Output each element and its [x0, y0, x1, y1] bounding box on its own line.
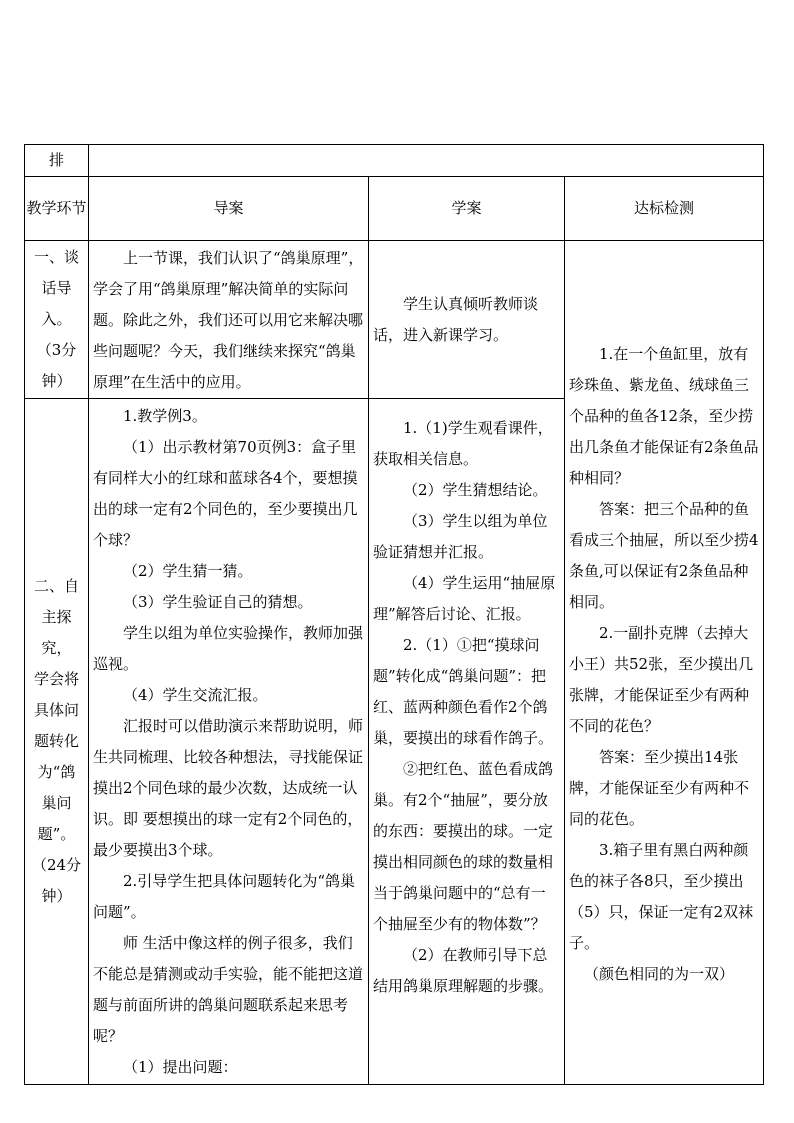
- study-paragraph: （2）在教师引导下总结用鸽巢原理解题的步骤。: [373, 946, 554, 995]
- check-cell: [565, 241, 764, 1085]
- header-stage: [25, 177, 89, 241]
- section2-stage-line: 二、自: [33, 577, 79, 595]
- section2-stage-line: 巢问: [41, 794, 72, 812]
- section2-stage-line: 主探究，: [41, 608, 72, 657]
- section1-study: [369, 241, 565, 399]
- check-paragraph: 答案：把三个品种的鱼看成三个抽屉，所以至少捞4条鱼,可以保证有2条鱼品种相同。: [569, 500, 759, 611]
- study-paragraph: （2）学生猜想结论。: [403, 481, 548, 499]
- guide-paragraph: （3）学生验证自己的猜想。: [123, 593, 313, 611]
- top-row-label: 排: [25, 145, 89, 177]
- guide-paragraph: 1.教学例3。: [123, 407, 207, 425]
- top-row-empty: [89, 145, 764, 177]
- guide-paragraph: （1）提出问题：: [123, 1058, 238, 1076]
- study-paragraph: ②把红色、蓝色看成鸽巢。有2个“抽屉”，要分放的东西：要摸出的球。一定摸出相同颜色的球的数量相当于鸽巢问题中的“总有一个抽屉至少有的物体数”？: [373, 760, 554, 933]
- section2-study: [369, 399, 565, 1085]
- section2-stage-line: 学会将: [33, 670, 79, 688]
- section2-stage-line: 钟）: [41, 887, 72, 905]
- header-row: [25, 177, 764, 241]
- guide-paragraph: （1）出示教材第70页例3：盒子里有同样大小的红球和蓝球各4个，要想摸出的球一定有2个同色的，至少要摸出几个球？: [93, 438, 358, 549]
- section1-stage-line: 一、谈: [33, 248, 79, 266]
- check-paragraph: 1.在一个鱼缸里，放有珍珠鱼、紫龙鱼、绒球鱼三个品种的鱼各12条，至少捞出几条鱼才能保证有2条鱼品种相同？: [569, 345, 759, 487]
- section2-guide: [89, 399, 369, 1085]
- section2-stage: [25, 399, 89, 1085]
- check-paragraph: 答案：至少摸出14张牌，才能保证至少有两种不同的花色。: [569, 748, 750, 828]
- guide-paragraph: 上一节课，我们认识了“鸽巢原理”，学会了用“鸽巢原理”解决简单的实际问题。除此之外，我们还可以用它来解决哪些问题呢？今天，我们继续来探究“鸽巢原理”在生活中的应用。: [93, 249, 364, 391]
- header-guide: 导案: [89, 177, 369, 241]
- check-paragraph: 3.箱子里有黑白两种颜色的袜子各8只，至少摸出（5）只，保证一定有2双袜子。: [569, 841, 754, 952]
- guide-paragraph: 2.引导学生把具体问题转化为“鸽巢问题”。: [93, 872, 355, 921]
- section2-stage-line: 题转化: [33, 732, 79, 750]
- guide-paragraph: （2）学生猜一猜。: [123, 562, 253, 580]
- guide-paragraph: （4）学生交流汇报。: [123, 686, 268, 704]
- top-row: [25, 145, 764, 177]
- section2-stage-line: 具体问: [33, 701, 79, 719]
- header-check: 达标检测: [565, 177, 764, 241]
- check-paragraph: 2.一副扑克牌（去掉大小王）共52张，至少摸出几张牌，才能保证至少有两种不同的花色？: [569, 624, 754, 735]
- section1-guide: [89, 241, 369, 399]
- header-study: 学案: [369, 177, 565, 241]
- guide-paragraph: 师 生活中像这样的例子很多，我们不能总是猜测或动手实验，能不能把这道题与前面所讲的鸽巢问题联系起来思考呢？: [93, 934, 364, 1045]
- guide-paragraph: 汇报时可以借助演示来帮助说明，师生共同梳理、比较各种想法，寻找能保证摸出2个同色球的最少次数，达成统一认识。即 要想摸出的球一定有2个同色的，最少要摸出3个球。: [93, 717, 364, 859]
- section2-stage-line: 为“鸽: [37, 763, 76, 781]
- section1-stage-line: 钟）: [41, 372, 72, 390]
- check-paragraph: （颜色相同的为一双）: [584, 965, 735, 983]
- study-paragraph: 1.（1)学生观看课件，获取相关信息。: [373, 419, 553, 468]
- lesson-plan-table: [24, 144, 764, 1085]
- section2-stage-line: （24分: [31, 856, 82, 874]
- study-paragraph: 学生认真倾听教师谈话，进入新课学习。: [373, 294, 539, 344]
- section1-stage-line: 话导入。: [41, 279, 72, 328]
- study-paragraph: （3）学生以组为单位验证猜想并汇报。: [373, 512, 548, 561]
- section1-stage-line: （3分: [36, 341, 77, 359]
- section1-stage: [25, 241, 89, 399]
- header-stage-text: 教学环节: [26, 199, 87, 217]
- section1-row: [25, 241, 764, 399]
- study-paragraph: （4）学生运用“抽屉原理”解答后讨论、汇报。: [373, 574, 556, 623]
- section2-stage-line: 题”。: [37, 825, 76, 843]
- study-paragraph: 2.（1）①把“摸球问题”转化成“鸽巢问题”：把红、蓝两种颜色看作2个鸽巢，要摸出的球看作鸽子。: [373, 636, 554, 747]
- guide-paragraph: 学生以组为单位实验操作，教师加强巡视。: [93, 624, 364, 673]
